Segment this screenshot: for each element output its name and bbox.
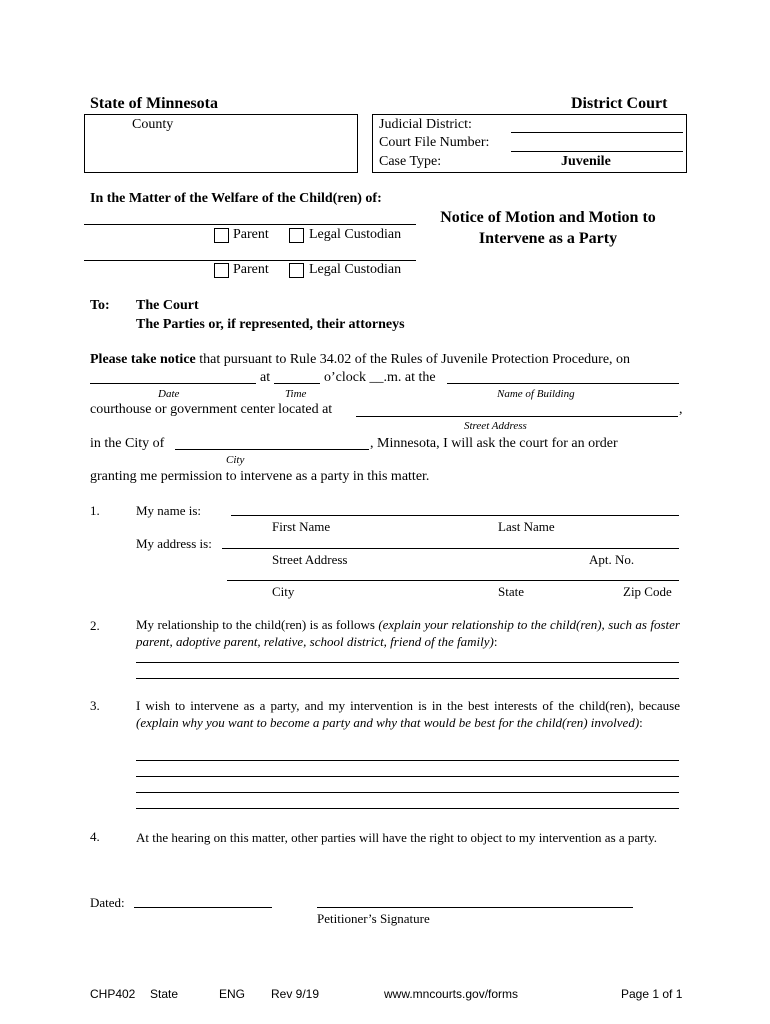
footer-page: Page 1 of 1 <box>621 987 683 1001</box>
item3-text <box>136 697 680 731</box>
city-caption: City <box>226 454 245 466</box>
dated-label: Dated: <box>90 895 125 910</box>
state-heading: State of Minnesota <box>90 95 218 112</box>
item4-number: 4. <box>90 829 100 844</box>
city-caption-item1: City <box>272 584 295 599</box>
courthouse-text: courthouse or government center located at <box>90 402 333 417</box>
notice-line1 <box>90 352 630 368</box>
court-file-number-label: Court File Number: <box>379 135 490 150</box>
county-box[interactable] <box>84 114 358 173</box>
item2-text <box>136 616 680 650</box>
name-label: My name is: <box>136 503 201 518</box>
court-heading: District Court <box>571 95 668 112</box>
notice-lead: Please take notice <box>90 352 196 367</box>
item2-italic: (explain your relationship to the child(ren), such as foster parent, adoptive parent, relative, school district, friend of the family) <box>136 617 680 649</box>
footer-rev: Rev 9/19 <box>271 987 320 1001</box>
footer-lang: ENG <box>219 987 246 1001</box>
item3-end: : <box>639 715 643 730</box>
in-city-text: in the City of <box>90 436 165 451</box>
party2-custodian-label: Legal Custodian <box>309 262 402 277</box>
party1-parent-label: Parent <box>233 227 269 242</box>
reason-line-3[interactable] <box>136 792 679 793</box>
street-address-field[interactable] <box>356 416 678 417</box>
reason-line-1[interactable] <box>136 760 679 761</box>
party1-custodian-checkbox[interactable] <box>289 228 304 243</box>
date-caption: Date <box>158 388 180 400</box>
party2-parent-checkbox[interactable] <box>214 263 229 278</box>
granting-text: granting me permission to intervene as a party in this matter. <box>90 469 430 484</box>
time-caption: Time <box>285 388 307 400</box>
signature-field[interactable] <box>317 907 633 908</box>
last-name-caption: Last Name <box>498 519 555 534</box>
form-title-line2: Intervene as a Party <box>478 230 618 247</box>
address-field[interactable] <box>222 548 679 549</box>
building-caption: Name of Building <box>497 388 575 400</box>
party1-custodian-label: Legal Custodian <box>309 227 402 242</box>
state-caption: State <box>498 584 524 599</box>
item2-end: : <box>493 634 498 649</box>
address-label: My address is: <box>136 536 212 551</box>
city-field[interactable] <box>175 449 369 450</box>
party1-name-field[interactable] <box>84 224 416 225</box>
item3-number: 3. <box>90 698 100 713</box>
street-caption: Street Address <box>464 420 527 432</box>
notice-text: that pursuant to Rule 34.02 of the Rules of Juvenile Protection Procedure, on <box>195 352 631 367</box>
party2-parent-label: Parent <box>233 262 269 277</box>
item3-main: I wish to intervene as a party, and my intervention is in the best interests of the child(ren), because <box>136 698 680 713</box>
petitioner-signature-caption: Petitioner’s Signature <box>317 911 430 926</box>
minnesota-text: , Minnesota, I will ask the court for an order <box>370 436 618 451</box>
reason-line-2[interactable] <box>136 776 679 777</box>
footer-state: State <box>150 987 179 1001</box>
judicial-district-field[interactable] <box>511 132 683 133</box>
case-type-label: Case Type: <box>379 154 442 169</box>
comma-text: , <box>679 402 683 417</box>
at-text: at <box>260 370 271 385</box>
relationship-line-2[interactable] <box>136 678 679 679</box>
zip-caption: Zip Code <box>623 584 672 599</box>
item2-number: 2. <box>90 618 100 633</box>
to-court: The Court <box>136 298 199 313</box>
street-address-caption: Street Address <box>272 552 348 567</box>
party2-name-field[interactable] <box>84 260 416 261</box>
dated-field[interactable] <box>134 907 272 908</box>
case-type-value: Juvenile <box>561 154 611 169</box>
apt-caption: Apt. No. <box>589 552 635 567</box>
reason-line-4[interactable] <box>136 808 679 809</box>
item3-italic: (explain why you want to become a party and why that would be best for the child(ren) involved) <box>136 715 640 730</box>
matter-heading: In the Matter of the Welfare of the Child(ren) of: <box>90 191 382 206</box>
oclock-text: o’clock __.m. at the <box>324 370 436 385</box>
to-label: To: <box>90 298 110 313</box>
footer-form-id: CHP402 <box>90 987 136 1001</box>
to-parties: The Parties or, if represented, their attorneys <box>136 317 405 332</box>
party2-custodian-checkbox[interactable] <box>289 263 304 278</box>
form-title-line1: Notice of Motion and Motion to <box>440 209 656 226</box>
judicial-district-label: Judicial District: <box>379 117 472 132</box>
county-label: County <box>132 117 174 132</box>
first-name-caption: First Name <box>272 519 331 534</box>
building-name-field[interactable] <box>447 383 679 384</box>
footer-url[interactable]: www.mncourts.gov/forms <box>384 987 519 1001</box>
court-file-number-field[interactable] <box>511 151 683 152</box>
city-state-zip-field[interactable] <box>227 580 679 581</box>
item4-text: At the hearing on this matter, other parties will have the right to object to my intervention as a party. <box>136 830 658 845</box>
item1-number: 1. <box>90 503 100 518</box>
relationship-line-1[interactable] <box>136 662 679 663</box>
name-field[interactable] <box>231 515 679 516</box>
hearing-time-field[interactable] <box>274 383 320 384</box>
party1-parent-checkbox[interactable] <box>214 228 229 243</box>
item2-main: My relationship to the child(ren) is as follows <box>136 617 379 632</box>
hearing-date-field[interactable] <box>90 383 256 384</box>
